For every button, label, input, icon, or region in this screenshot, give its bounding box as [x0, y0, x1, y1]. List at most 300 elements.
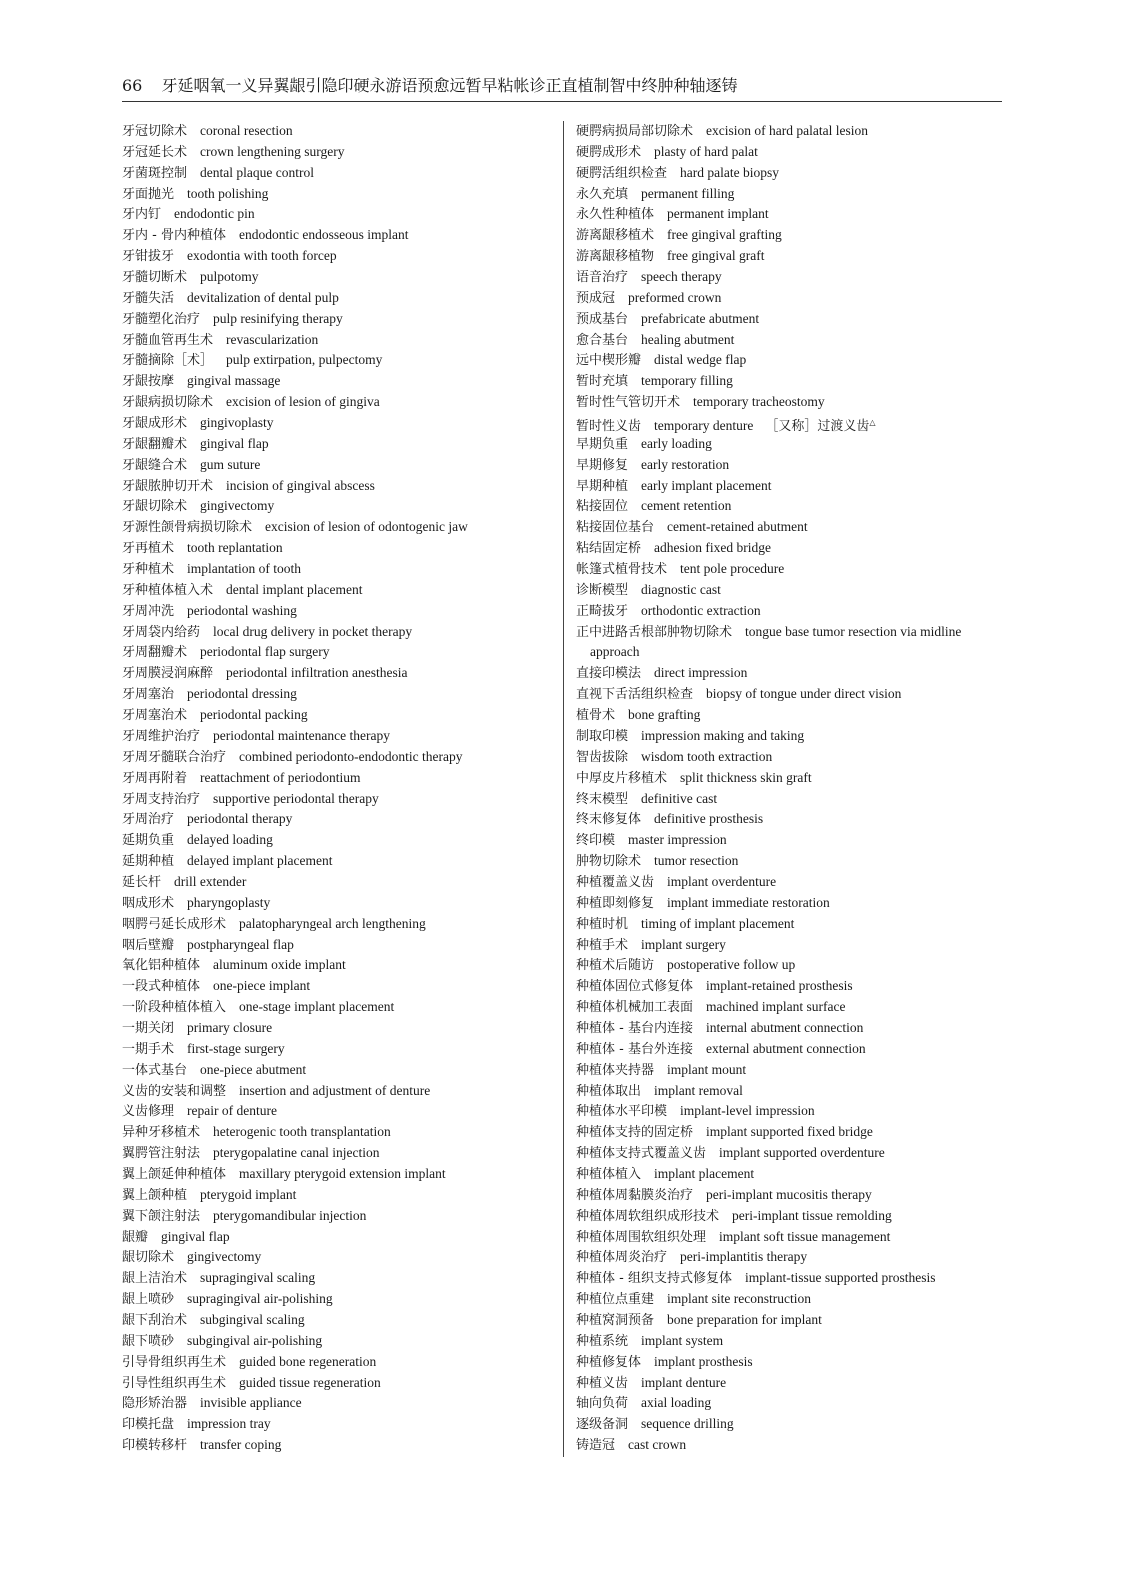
term-chinese: 早期种植: [576, 478, 629, 494]
term-chinese: 种植体取出: [576, 1083, 642, 1099]
term-english: heterogenic tooth transplantation: [213, 1124, 391, 1140]
term-english: direct impression: [654, 665, 748, 681]
term-mark: △: [869, 418, 876, 428]
term-chinese: 硬腭活组织检查: [576, 165, 668, 181]
term-english: peri-implantitis therapy: [680, 1249, 808, 1265]
glossary-entry: [122, 330, 554, 351]
term-chinese: 种植体周围软组织处理: [576, 1229, 707, 1245]
glossary-entry: [122, 1268, 554, 1289]
glossary-entry: [576, 789, 1004, 810]
term-chinese: 翼上颌种植: [122, 1187, 188, 1203]
term-english: tumor resection: [654, 853, 739, 869]
term-english: wisdom tooth extraction: [641, 748, 773, 764]
term-chinese: 种植时机: [576, 916, 629, 932]
term-chinese: 翼上颌延伸种植体: [122, 1166, 227, 1182]
glossary-entry: [122, 1310, 554, 1331]
glossary-entry: [122, 309, 554, 330]
term-chinese: 龈上洁治术: [122, 1271, 188, 1287]
term-english: supragingival air-polishing: [187, 1291, 333, 1307]
glossary-entry: [576, 684, 1004, 705]
glossary-entry: [576, 1206, 1004, 1227]
term-english: one-piece abutment: [200, 1061, 307, 1077]
term-english: implant-level impression: [680, 1103, 815, 1119]
term-chinese: 印模托盘: [122, 1417, 175, 1433]
glossary-entry: [122, 830, 554, 851]
glossary-entry: [576, 288, 1004, 309]
glossary-entry: [576, 225, 1004, 246]
term-english: dental implant placement: [226, 581, 363, 597]
term-english: primary closure: [187, 1019, 273, 1035]
term-english: one-piece implant: [213, 978, 311, 994]
term-chinese: 植骨术: [576, 708, 616, 724]
term-chinese: 牙菌斑控制: [122, 165, 188, 181]
glossary-entry: [122, 705, 554, 726]
header-title: 牙延咽氧一义异翼龈引隐印硬永游语预愈远暂早粘帐诊正直植制智中终肿种轴逐铸: [161, 76, 738, 95]
glossary-entry: [576, 851, 1004, 872]
glossary-entry: [122, 976, 554, 997]
glossary-entry: [122, 914, 554, 935]
term-chinese: 龈切除术: [122, 1250, 175, 1266]
glossary-entry: [122, 642, 554, 663]
glossary-entry: [576, 622, 1004, 643]
glossary-entry: [122, 371, 554, 392]
term-chinese: 粘接固位: [576, 499, 629, 515]
page-header: [122, 74, 1002, 98]
term-chinese: 龈上喷砂: [122, 1292, 175, 1308]
term-chinese: 种植体支持的固定桥: [576, 1125, 694, 1141]
term-english: insertion and adjustment of denture: [239, 1082, 431, 1098]
term-english: subgingival air-polishing: [187, 1332, 323, 1348]
term-english: early loading: [641, 435, 712, 451]
glossary-entry: [122, 350, 554, 371]
glossary-entry: [122, 789, 554, 810]
term-english: approach: [590, 644, 640, 660]
term-chinese: 硬腭病损局部切除术: [576, 124, 694, 139]
term-english: preformed crown: [628, 289, 722, 305]
term-chinese: 智齿拔除: [576, 749, 629, 765]
glossary-entry: [122, 1060, 554, 1081]
term-english: aluminum oxide implant: [213, 957, 346, 973]
term-chinese: 牙龈脓肿切开术: [122, 478, 214, 494]
term-english: periodontal therapy: [187, 811, 293, 827]
glossary-entry: [122, 163, 554, 184]
term-english: permanent implant: [667, 206, 769, 222]
term-english: periodontal dressing: [187, 686, 297, 702]
glossary-entry: [576, 955, 1004, 976]
term-english: free gingival grafting: [667, 227, 782, 243]
term-chinese: 牙内 - 骨内种植体: [122, 228, 226, 244]
term-chinese: 牙周塞治术: [122, 708, 188, 724]
glossary-entry: [576, 392, 1004, 413]
term-chinese: 牙髓失活: [122, 290, 175, 306]
term-english: exodontia with tooth forcep: [187, 248, 337, 264]
term-english: excision of hard palatal lesion: [706, 123, 868, 138]
term-chinese: 种植修复体: [576, 1354, 642, 1370]
term-chinese: 终印模: [576, 833, 616, 849]
glossary-entry: [122, 142, 554, 163]
term-english: supportive periodontal therapy: [213, 790, 379, 806]
term-english: implant prosthesis: [654, 1353, 753, 1369]
term-english: timing of implant placement: [641, 915, 795, 931]
term-english: implant-tissue supported prosthesis: [744, 1270, 936, 1286]
term-chinese: 永久性种植体: [576, 207, 655, 223]
term-english: prefabricate abutment: [641, 310, 760, 326]
term-english: gingivectomy: [200, 498, 275, 514]
term-chinese: 直接印模法: [576, 666, 642, 682]
glossary-entry: [122, 538, 554, 559]
glossary-entry: [576, 309, 1004, 330]
term-chinese: 咽腭弓延长成形术: [122, 916, 227, 932]
term-chinese: 游离龈移植物: [576, 249, 655, 265]
term-chinese: 游离龈移植术: [576, 228, 655, 244]
term-chinese: 牙周支持治疗: [122, 791, 201, 807]
glossary-entry: [122, 684, 554, 705]
glossary-entry: [122, 392, 554, 413]
term-english: dental plaque control: [200, 164, 314, 180]
term-english: internal abutment connection: [705, 1019, 864, 1035]
header-rule: [122, 101, 1002, 102]
glossary-entry: [576, 809, 1004, 830]
term-chinese: 牙髓塑化治疗: [122, 311, 201, 327]
term-chinese: 牙冠切除术: [122, 124, 188, 139]
glossary-entry: [122, 663, 554, 684]
term-english: gingival flap: [200, 435, 269, 451]
term-chinese: 中厚皮片移植术: [576, 770, 668, 786]
glossary-entry: [576, 935, 1004, 956]
term-chinese: 牙周翻瓣术: [122, 645, 188, 661]
term-english: definitive cast: [641, 790, 718, 806]
term-chinese: 种植术后随访: [576, 958, 655, 974]
term-english: sequence drilling: [641, 1416, 734, 1432]
term-chinese: 咽成形术: [122, 895, 175, 911]
glossary-entry: [576, 267, 1004, 288]
term-english: periodontal infiltration anesthesia: [226, 665, 408, 681]
glossary-entry: [576, 997, 1004, 1018]
term-english: coronal resection: [200, 123, 293, 138]
term-chinese: 早期负重: [576, 436, 629, 452]
term-english: pharyngoplasty: [187, 894, 271, 910]
glossary-entry: [122, 997, 554, 1018]
term-english: transfer coping: [200, 1437, 282, 1453]
term-chinese: 牙龈按摩: [122, 374, 175, 390]
glossary-entry: [576, 496, 1004, 517]
term-english: pterygomandibular injection: [213, 1207, 367, 1223]
term-chinese: 远中楔形瓣: [576, 353, 642, 369]
glossary-entry: [122, 184, 554, 205]
term-chinese: 种植义齿: [576, 1375, 629, 1391]
term-chinese: 暂时性义齿: [576, 419, 642, 435]
term-chinese: 早期修复: [576, 457, 629, 473]
term-english: master impression: [628, 832, 727, 848]
term-chinese: 终末模型: [576, 791, 629, 807]
term-chinese: 愈合基台: [576, 332, 629, 348]
term-chinese: 铸造冠: [576, 1438, 616, 1454]
glossary-entry: [122, 1393, 554, 1414]
term-english: invisible appliance: [200, 1395, 302, 1411]
term-chinese: 语音治疗: [576, 270, 629, 286]
glossary-entry: [122, 1122, 554, 1143]
glossary-entry: [576, 1373, 1004, 1394]
term-english: implant immediate restoration: [667, 894, 830, 910]
term-english: healing abutment: [641, 331, 735, 347]
term-chinese: 龈下刮治术: [122, 1312, 188, 1328]
term-chinese: 种植覆盖义齿: [576, 874, 655, 890]
term-english: guided bone regeneration: [239, 1353, 377, 1369]
term-chinese: 延长杆: [122, 874, 162, 890]
term-chinese: 牙源性颌骨病损切除术: [122, 520, 253, 536]
glossary-entry: [576, 1227, 1004, 1248]
term-chinese: 预成冠: [576, 290, 616, 306]
glossary-entry: [576, 1414, 1004, 1435]
term-english: tooth replantation: [187, 540, 283, 556]
glossary-entry: [576, 455, 1004, 476]
term-chinese: 牙龈病损切除术: [122, 395, 214, 411]
term-chinese: 种植体周黏膜炎治疗: [576, 1187, 694, 1203]
term-chinese: 种植系统: [576, 1333, 629, 1349]
term-english: pterygoid implant: [200, 1186, 297, 1202]
glossary-entry: [576, 1101, 1004, 1122]
term-english: orthodontic extraction: [641, 602, 761, 618]
glossary-entry: [122, 622, 554, 643]
term-chinese: 暂时性气管切开术: [576, 395, 681, 411]
glossary-entry: [576, 476, 1004, 497]
glossary-entry: [576, 330, 1004, 351]
term-chinese: 正中进路舌根部肿物切除术: [576, 624, 733, 640]
glossary-entry: [122, 1185, 554, 1206]
glossary-entry: [122, 455, 554, 476]
term-chinese: 一段式种植体: [122, 979, 201, 995]
glossary-entry: [576, 1435, 1004, 1456]
glossary-entry: [122, 476, 554, 497]
term-chinese: 牙周维护治疗: [122, 728, 201, 744]
term-chinese: 牙髓血管再生术: [122, 332, 214, 348]
glossary-entry: [576, 1289, 1004, 1310]
term-chinese: 牙再植术: [122, 541, 175, 557]
term-chinese: 种植窝洞预备: [576, 1312, 655, 1328]
glossary-entry: [576, 121, 1004, 142]
term-chinese: 帐篷式植骨技术: [576, 562, 668, 578]
glossary-entry: [122, 580, 554, 601]
term-chinese: 一期关闭: [122, 1020, 175, 1036]
term-english: impression making and taking: [641, 727, 805, 743]
right-column: [576, 121, 1004, 1456]
term-chinese: 氧化铝种植体: [122, 958, 201, 974]
term-english: early restoration: [641, 456, 730, 472]
glossary-entry: [576, 559, 1004, 580]
term-chinese: 一阶段种植体植入: [122, 1000, 227, 1016]
glossary-entry: [576, 893, 1004, 914]
term-chinese: 预成基台: [576, 311, 629, 327]
left-column: [122, 121, 554, 1456]
term-english: first-stage surgery: [187, 1040, 285, 1056]
term-english: implant mount: [667, 1061, 747, 1077]
term-english: one-stage implant placement: [239, 999, 395, 1015]
term-english: biopsy of tongue under direct vision: [706, 686, 902, 702]
term-english: tongue base tumor resection via midline: [745, 623, 962, 639]
glossary-entry: [122, 246, 554, 267]
term-note: ［又称］过渡义齿: [765, 419, 870, 435]
glossary-entry: [576, 1018, 1004, 1039]
glossary-entry: [122, 1289, 554, 1310]
term-chinese: 种植手术: [576, 937, 629, 953]
term-english: temporary denture: [654, 418, 754, 434]
term-chinese: 翼下颌注射法: [122, 1208, 201, 1224]
term-chinese: 种植体固位式修复体: [576, 979, 694, 995]
glossary-entry: [576, 1164, 1004, 1185]
term-chinese: 印模转移杆: [122, 1438, 188, 1454]
term-chinese: 翼腭管注射法: [122, 1146, 201, 1162]
term-chinese: 牙种植术: [122, 562, 175, 578]
term-english: repair of denture: [187, 1103, 277, 1119]
term-chinese: 牙周冲洗: [122, 603, 175, 619]
term-english: early implant placement: [641, 477, 772, 493]
term-chinese: 延期负重: [122, 833, 175, 849]
term-english: endodontic pin: [174, 206, 255, 222]
term-english: excision of lesion of odontogenic jaw: [265, 519, 468, 535]
term-chinese: 直视下舌活组织检查: [576, 687, 694, 703]
term-chinese: 隐形矫治器: [122, 1396, 188, 1412]
term-chinese: 种植体机械加工表面: [576, 1000, 694, 1016]
glossary-entry: [122, 1101, 554, 1122]
glossary-entry: [576, 371, 1004, 392]
term-chinese: 一期手术: [122, 1041, 175, 1057]
term-chinese: 牙面抛光: [122, 186, 175, 202]
glossary-entry: [576, 142, 1004, 163]
term-english: supragingival scaling: [200, 1270, 316, 1286]
term-english: distal wedge flap: [654, 352, 747, 368]
glossary-entry: [576, 976, 1004, 997]
term-english: delayed implant placement: [187, 853, 333, 869]
glossary-entry: [122, 559, 554, 580]
glossary-entry: [122, 225, 554, 246]
glossary-entry: [122, 872, 554, 893]
glossary-entry: [122, 288, 554, 309]
term-english: palatopharyngeal arch lengthening: [239, 915, 426, 931]
term-english: machined implant surface: [706, 999, 846, 1015]
glossary-entry: [576, 1185, 1004, 1206]
term-chinese: 义齿修理: [122, 1104, 175, 1120]
glossary-entry: [576, 914, 1004, 935]
term-chinese: 牙髓切断术: [122, 270, 188, 286]
glossary-entry: [122, 893, 554, 914]
term-english: implant placement: [654, 1165, 755, 1181]
term-english: periodontal flap surgery: [200, 644, 330, 660]
glossary-entry: [576, 1039, 1004, 1060]
term-english: combined periodonto-endodontic therapy: [239, 748, 463, 764]
glossary-entry: [576, 1081, 1004, 1102]
term-english: gingivectomy: [187, 1249, 262, 1265]
glossary-entry: [122, 1039, 554, 1060]
term-chinese: 种植即刻修复: [576, 895, 655, 911]
term-english: crown lengthening surgery: [200, 143, 345, 159]
term-chinese: 引导骨组织再生术: [122, 1354, 227, 1370]
term-english: axial loading: [641, 1395, 712, 1411]
term-chinese: 种植体支持式覆盖义齿: [576, 1146, 707, 1162]
term-chinese: 牙髓摘除［术］: [122, 353, 214, 369]
term-chinese: 轴向负荷: [576, 1396, 629, 1412]
term-chinese: 肿物切除术: [576, 854, 642, 870]
page-number: 66: [122, 76, 143, 95]
glossary-entry: [576, 204, 1004, 225]
term-chinese: 粘接固位基台: [576, 520, 655, 536]
glossary-entry: [576, 747, 1004, 768]
term-english: temporary filling: [641, 373, 733, 389]
term-english: gingival flap: [161, 1228, 230, 1244]
term-english: diagnostic cast: [641, 581, 721, 597]
glossary-entry: [576, 768, 1004, 789]
term-chinese: 永久充填: [576, 186, 629, 202]
term-english: tent pole procedure: [680, 561, 785, 577]
term-chinese: 种植体水平印模: [576, 1104, 668, 1120]
glossary-entry: [576, 663, 1004, 684]
glossary-entry: [576, 246, 1004, 267]
glossary-entry: [122, 935, 554, 956]
term-chinese: 正畸拔牙: [576, 603, 629, 619]
term-chinese: 一体式基台: [122, 1062, 188, 1078]
term-english: incision of gingival abscess: [226, 477, 375, 493]
term-chinese: 制取印模: [576, 728, 629, 744]
term-english: implantation of tooth: [187, 561, 302, 577]
term-english: revascularization: [226, 331, 319, 347]
term-chinese: 牙周治疗: [122, 812, 175, 828]
glossary-entry: [576, 872, 1004, 893]
glossary-entry: [122, 517, 554, 538]
glossary-entry: [122, 747, 554, 768]
term-chinese: 逐级备洞: [576, 1417, 629, 1433]
glossary-entry: [576, 517, 1004, 538]
term-chinese: 终末修复体: [576, 812, 642, 828]
glossary-entry: [122, 1414, 554, 1435]
glossary-entry: [122, 1352, 554, 1373]
term-chinese: 种植体 - 基台内连接: [576, 1020, 693, 1036]
glossary-entry: [122, 1206, 554, 1227]
glossary-entry: [576, 601, 1004, 622]
term-chinese: 咽后壁瓣: [122, 937, 175, 953]
term-english: postpharyngeal flap: [187, 936, 294, 952]
glossary-entry: [576, 538, 1004, 559]
term-chinese: 龈瓣: [122, 1229, 149, 1245]
term-english: permanent filling: [641, 185, 735, 201]
term-english: external abutment connection: [705, 1040, 866, 1056]
glossary-entry: [576, 580, 1004, 601]
term-chinese: 义齿的安装和调整: [122, 1083, 227, 1099]
term-english: hard palate biopsy: [680, 164, 779, 180]
term-english: excision of lesion of gingiva: [226, 394, 380, 410]
term-english: implant supported overdenture: [719, 1145, 885, 1161]
term-chinese: 种植体周炎治疗: [576, 1250, 668, 1266]
term-english: postoperative follow up: [667, 957, 796, 973]
term-english: pulp resinifying therapy: [213, 310, 343, 326]
term-chinese: 牙内钉: [122, 207, 162, 223]
term-english: maxillary pterygoid extension implant: [239, 1165, 446, 1181]
term-english: peri-implant mucositis therapy: [706, 1186, 872, 1202]
glossary-entry: [576, 350, 1004, 371]
glossary-entry: [122, 1081, 554, 1102]
term-english: pulp extirpation, pulpectomy: [226, 352, 383, 368]
term-english: implant denture: [641, 1374, 727, 1390]
term-chinese: 牙周牙髓联合治疗: [122, 749, 227, 765]
term-english: devitalization of dental pulp: [187, 289, 339, 305]
term-chinese: 粘结固定桥: [576, 541, 642, 557]
glossary-entry: [576, 1352, 1004, 1373]
glossary-entry: [576, 413, 1004, 434]
glossary-entry: [122, 601, 554, 622]
term-english: cast crown: [628, 1437, 687, 1453]
term-chinese: 牙周袋内给药: [122, 624, 201, 640]
glossary-entry: [122, 1373, 554, 1394]
term-english: bone preparation for implant: [667, 1311, 822, 1327]
term-chinese: 种植体 - 基台外连接: [576, 1041, 693, 1057]
